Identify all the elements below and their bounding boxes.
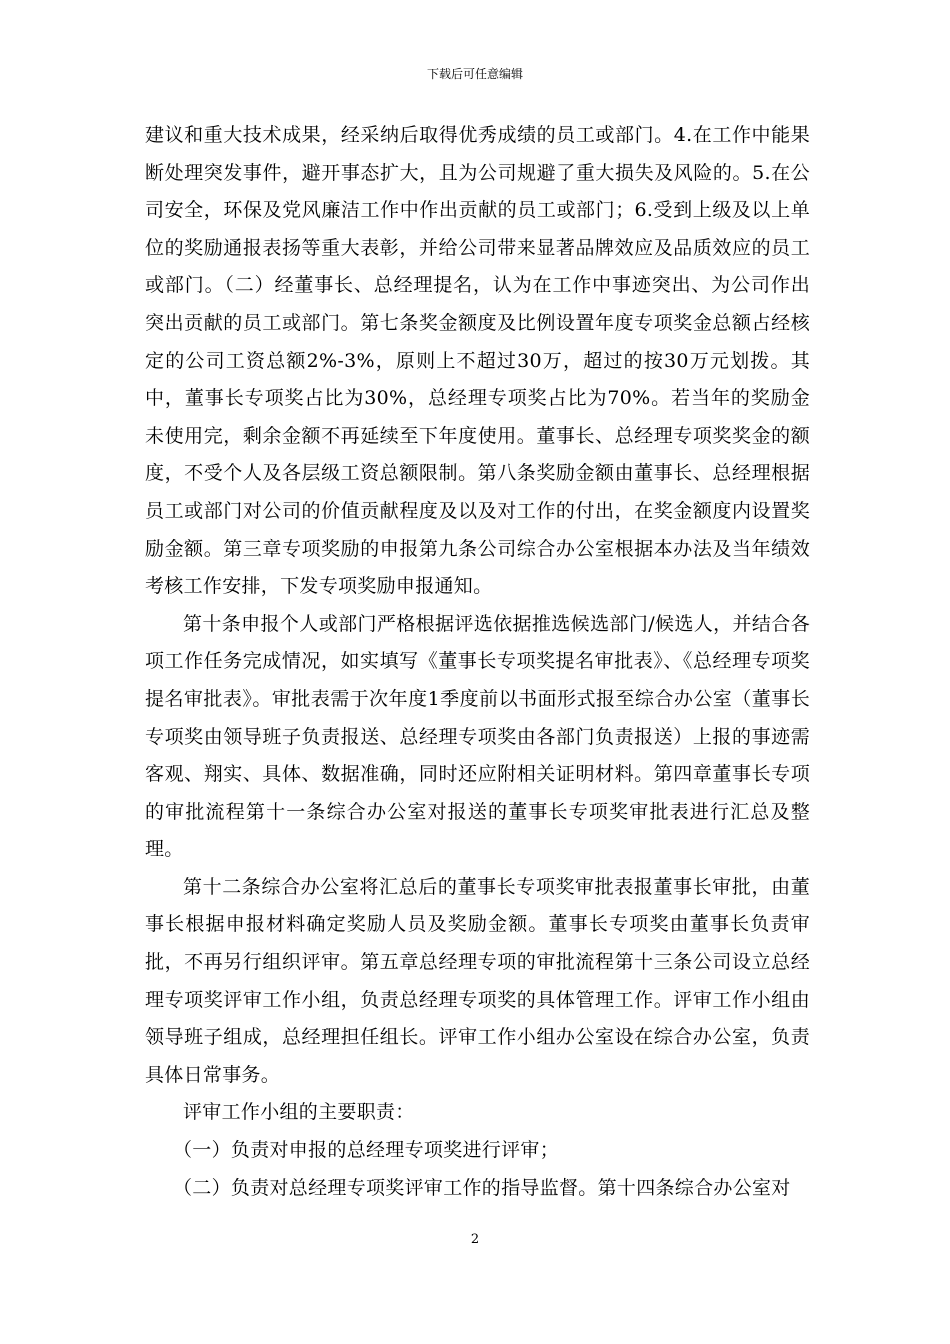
paragraph-committee-duties-intro: 评审工作小组的主要职责： — [183, 1101, 415, 1124]
paragraph-article-12: 第十二条综合办公室将汇总后的董事长专项奖审批表报董事长审批，由董事长根据申报材料确定奖励人员及奖励金额。董事长专项奖由董事长负责审批，不再另行组织评审。第五章总经理专项的审批流程第十三条公司设立总经理专项奖评审工作小组，负责总经理专项奖的具体管理工作。评审工作小组由领导班子组成，总经理担任组长。评审工作小组办公室设在综合办公室，负责具体日常事务。 — [145, 875, 810, 1086]
page-header: 下载后可任意编辑 — [426, 67, 523, 81]
paragraph-duty-1: （一）负责对申报的总经理专项奖进行评审； — [173, 1139, 560, 1162]
page-number: 2 — [470, 1232, 480, 1247]
document-body — [145, 117, 810, 1207]
paragraph-duty-2: （二）负责对总经理专项奖评审工作的指导监督。第十四条综合办公室对 — [173, 1176, 791, 1199]
paragraph-award-criteria: 建议和重大技术成果，经采纳后取得优秀成绩的员工或部门。4.在工作中能果断处理突发事件，避开事态扩大，且为公司规避了重大损失及风险的。5.在公司安全，环保及党风廉洁工作中作出贡献的员工或部门；6.受到上级及以上单位的奖励通报表扬等重大表彰，并给公司带来显著品牌效应及品质效应的员工或部门。（二）经董事长、总经理提名，认为在工作中事迹突出、为公司作出突出贡献的员工或部门。第七条奖金额度及比例设置年度专项奖金总额占经核定的公司工资总额2%-3%，原则上不超过30万，超过的按30万元划拨。其中，董事长专项奖占比为30%，总经理专项奖占比为70%。若当年的奖励金未使用完，剩余金额不再延续至下年度使用。董事长、总经理专项奖奖金的额度，不受个人及各层级工资总额限制。第八条奖励金额由董事长、总经理根据员工或部门对公司的价值贡献程度及以及对工作的付出，在奖金额度内设置奖励金额。第三章专项奖励的申报第九条公司综合办公室根据本办法及当年绩效考核工作安排，下发专项奖励申报通知。 — [145, 124, 810, 598]
paragraph-article-10: 第十条申报个人或部门严格根据评选依据推选候选部门/候选人，并结合各项工作任务完成情况，如实填写《董事长专项奖提名审批表》、《总经理专项奖提名审批表》。审批表需于次年度1季度前以书面形式报至综合办公室（董事长专项奖由领导班子负责报送、总经理专项奖由各部门负责报送）上报的事迹需客观、翔实、具体、数据准确，同时还应附相关证明材料。第四章董事长专项的审批流程第十一条综合办公室对报送的董事长专项奖审批表进行汇总及整理。 — [145, 612, 810, 861]
